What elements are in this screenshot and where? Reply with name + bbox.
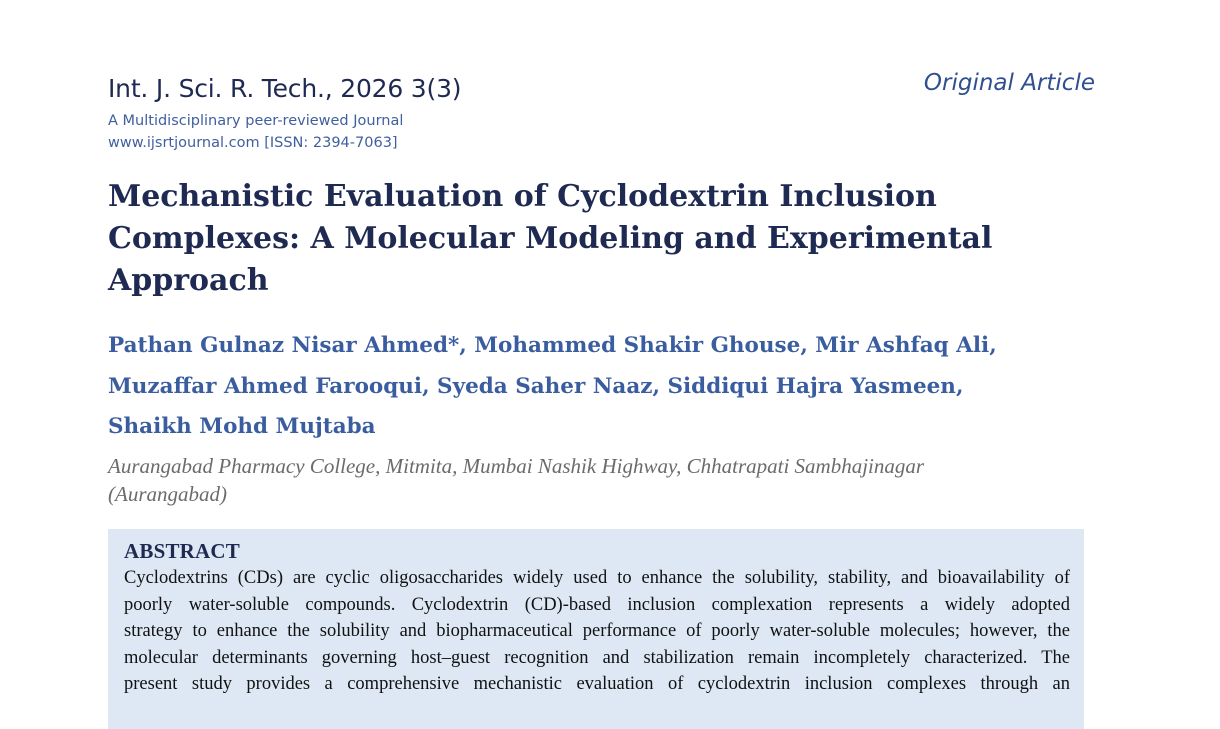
journal-subtitle: A Multidisciplinary peer-reviewed Journal <box>108 113 404 129</box>
abstract-body <box>124 565 1070 698</box>
author-line: Muzaffar Ahmed Farooqui, Syeda Saher Naaz, Siddiqui Hajra Yasmeen, <box>108 373 964 399</box>
journal-citation: Int. J. Sci. R. Tech., 2026 3(3) <box>108 74 462 103</box>
title-line: Mechanistic Evaluation of Cyclodextrin Inclusion <box>108 179 937 214</box>
affiliation-line: (Aurangabad) <box>108 482 227 506</box>
paper-title <box>108 176 1038 302</box>
abstract-line: strategy to enhance the solubility and biopharmaceutical performance of poorly water-soluble molecules; however, the <box>124 621 1070 641</box>
abstract-line: Cyclodextrins (CDs) are cyclic oligosaccharides widely used to enhance the solubility, stability, and bioavailability of <box>124 568 1070 588</box>
journal-website: www.ijsrtjournal.com [ISSN: 2394-7063] <box>108 135 398 151</box>
author-line: Shaikh Mohd Mujtaba <box>108 414 376 439</box>
title-line: Approach <box>108 263 269 298</box>
title-line: Complexes: A Molecular Modeling and Experimental <box>108 221 993 256</box>
article-type-label: Original Article <box>923 70 1095 96</box>
affiliation <box>108 452 1048 508</box>
author-list <box>108 326 1068 448</box>
abstract-line: poorly water-soluble compounds. Cyclodextrin (CD)-based inclusion complexation represents a widely adopted <box>124 594 1070 615</box>
author-line: Pathan Gulnaz Nisar Ahmed*, Mohammed Shakir Ghouse, Mir Ashfaq Ali, <box>108 333 997 358</box>
abstract-box <box>108 529 1084 729</box>
abstract-line: molecular determinants governing host–guest recognition and stabilization remain incompletely characterized. The <box>124 647 1070 668</box>
affiliation-line: Aurangabad Pharmacy College, Mitmita, Mumbai Nashik Highway, Chhatrapati Sambhajinagar <box>108 454 925 478</box>
abstract-line: present study provides a comprehensive mechanistic evaluation of cyclodextrin inclusion complexes through an <box>124 674 1070 694</box>
abstract-heading: ABSTRACT <box>124 539 240 563</box>
